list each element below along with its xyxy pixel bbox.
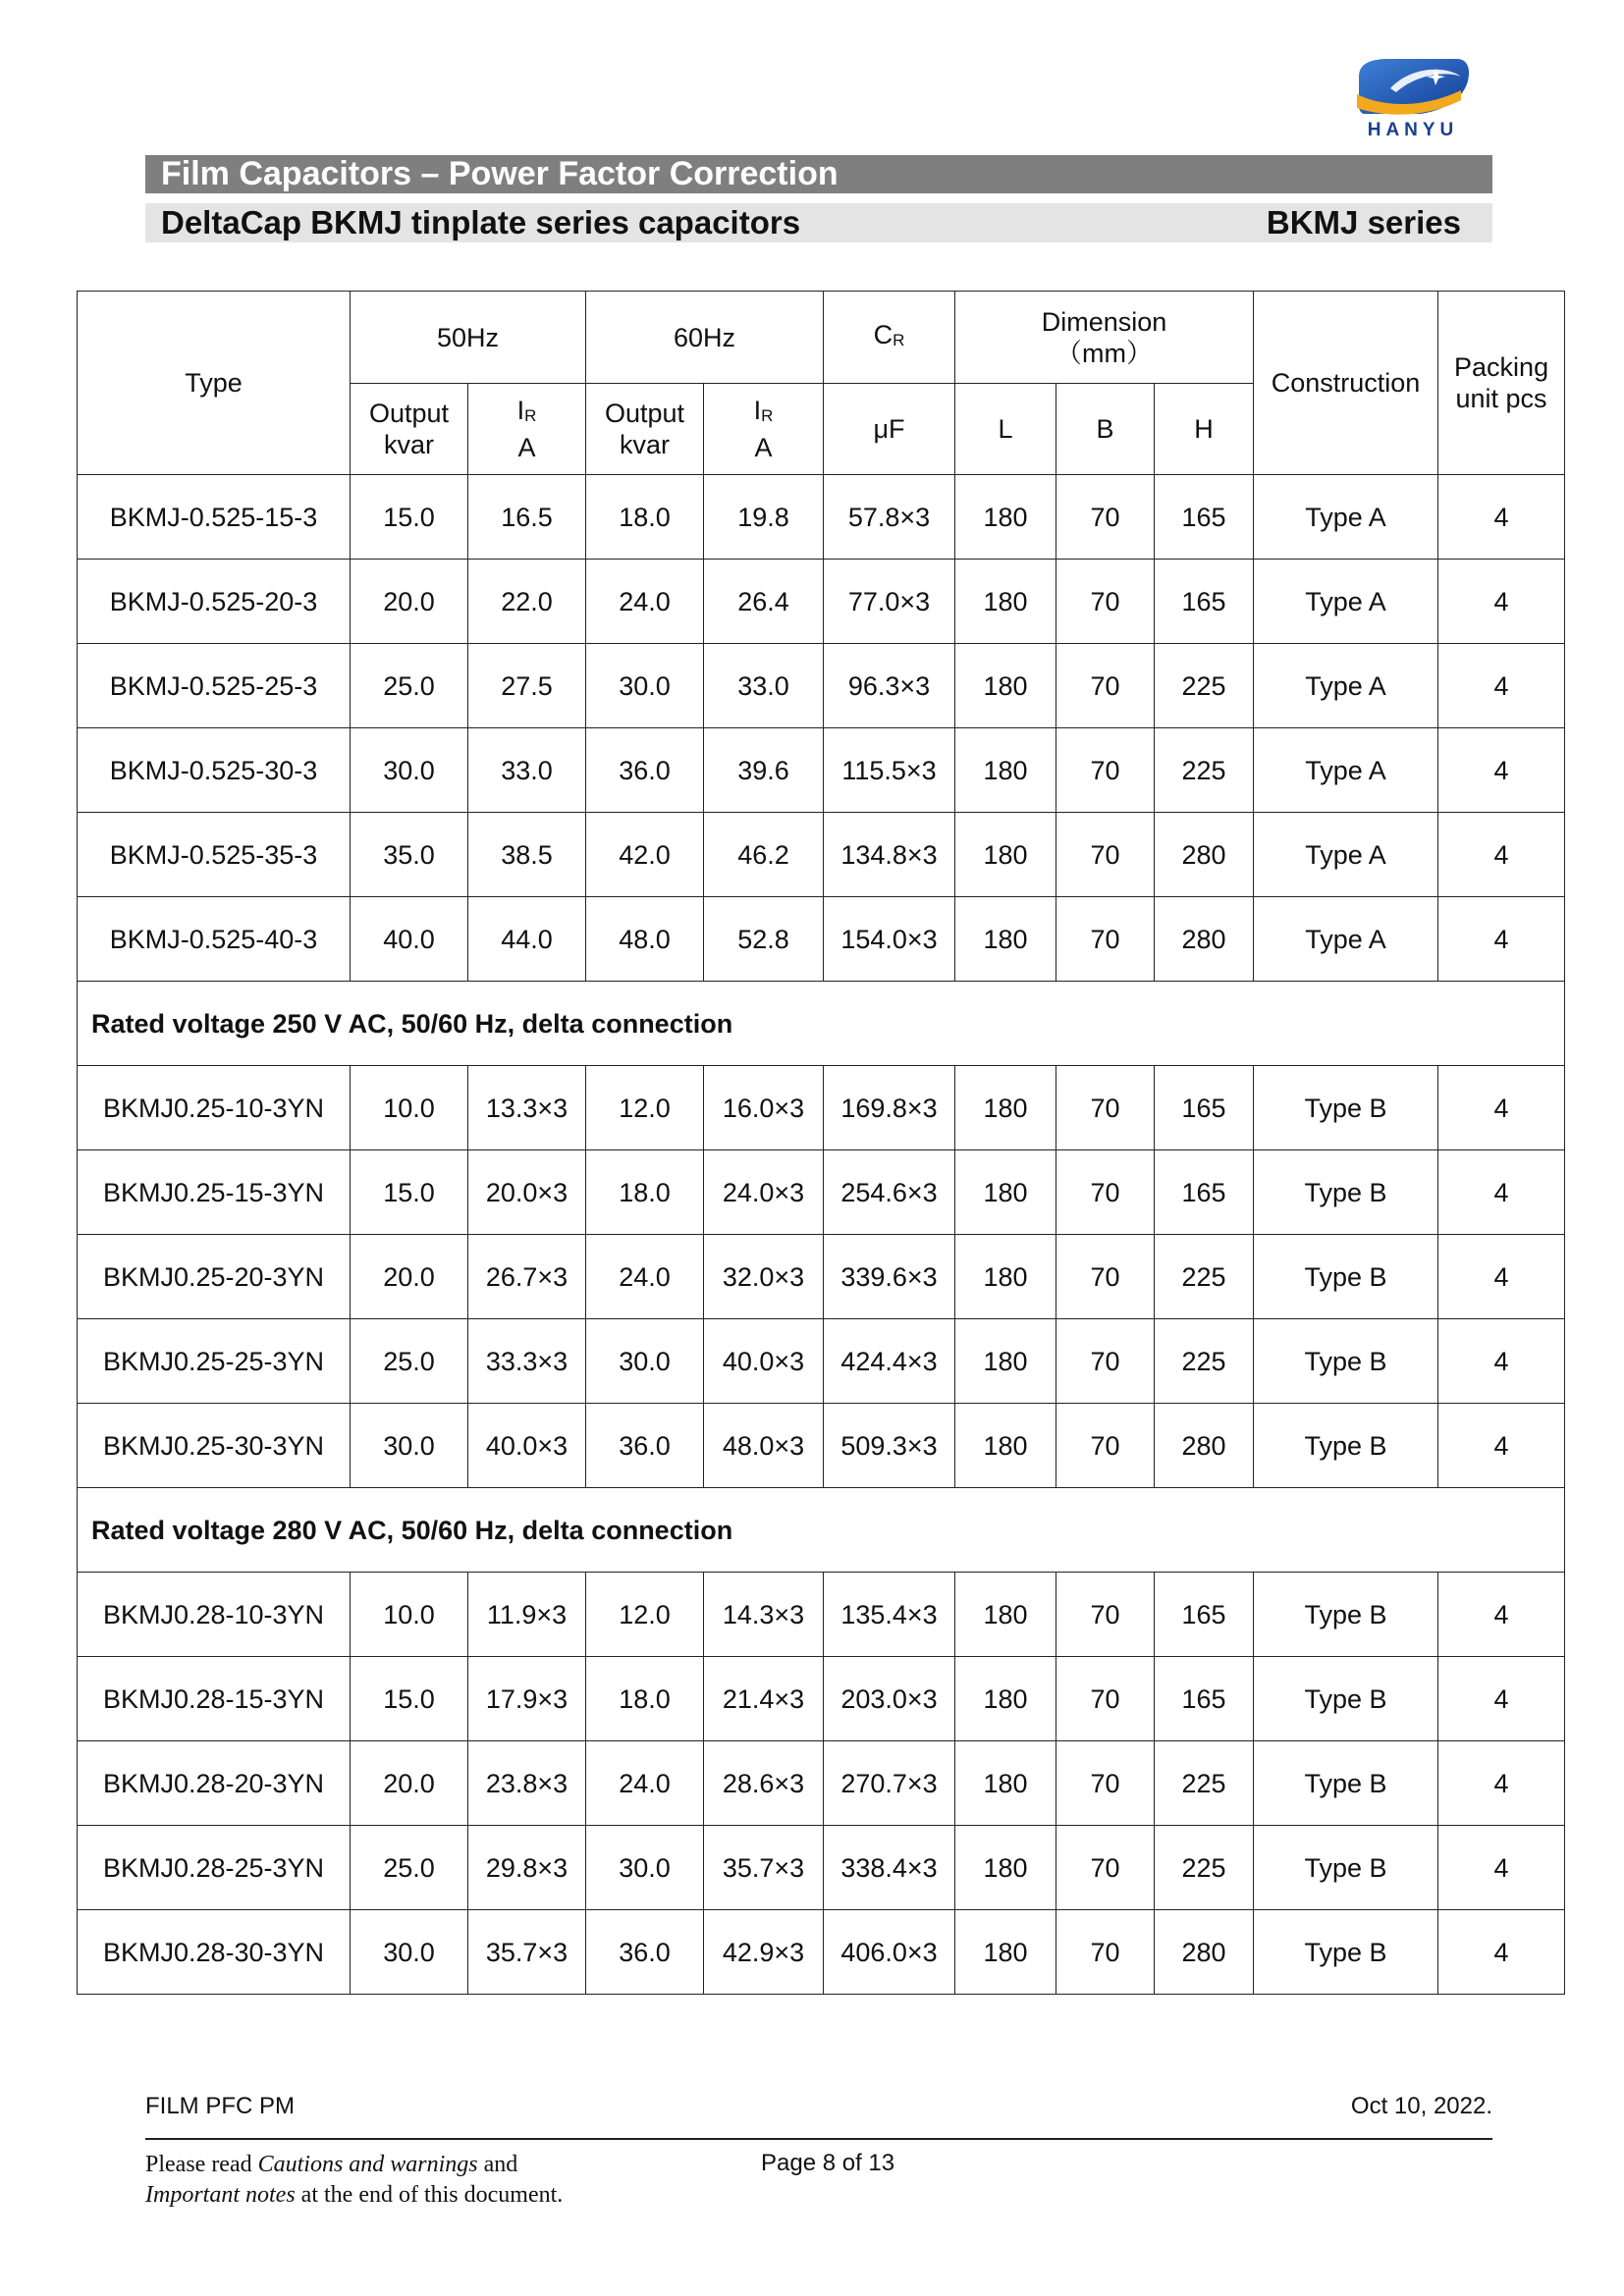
cell-output-60hz: 12.0 [586, 1573, 704, 1657]
cell-type: BKMJ0.28-25-3YN [78, 1826, 351, 1910]
note-suffix: at the end of this document. [295, 2182, 564, 2208]
cell-capacitance: 270.7×3 [824, 1741, 955, 1826]
cell-dim-h: 165 [1155, 1150, 1254, 1235]
cell-output-60hz: 36.0 [586, 1910, 704, 1995]
cell-packing: 4 [1438, 728, 1565, 813]
cell-capacitance: 169.8×3 [824, 1066, 955, 1150]
cell-dim-h: 280 [1155, 813, 1254, 897]
cell-type: BKMJ-0.525-40-3 [78, 897, 351, 982]
cell-ir-60hz: 32.0×3 [704, 1235, 824, 1319]
header-subtitle: DeltaCap BKMJ tinplate series capacitors [161, 204, 801, 240]
cell-type: BKMJ-0.525-20-3 [78, 560, 351, 644]
cell-type: BKMJ0.25-10-3YN [78, 1066, 351, 1150]
cell-type: BKMJ0.28-30-3YN [78, 1910, 351, 1995]
cell-capacitance: 203.0×3 [824, 1657, 955, 1741]
cell-dim-b: 70 [1056, 1150, 1155, 1235]
cell-output-50hz: 20.0 [351, 1741, 468, 1826]
header-dimension-unit: （mm） [1056, 338, 1153, 368]
section-280v [78, 1488, 1565, 1573]
cell-capacitance: 509.3×3 [824, 1404, 955, 1488]
header-construction: Construction [1254, 292, 1438, 475]
cell-construction: Type B [1254, 1066, 1438, 1150]
cell-ir-50hz: 23.8×3 [468, 1741, 586, 1826]
cell-dim-l: 180 [955, 1910, 1056, 1995]
table-row [78, 1573, 1565, 1657]
cell-dim-h: 165 [1155, 475, 1254, 560]
header-series: BKMJ series [1266, 204, 1461, 240]
cell-ir-60hz: 16.0×3 [704, 1066, 824, 1150]
cell-ir-60hz: 21.4×3 [704, 1657, 824, 1741]
cell-type: BKMJ-0.525-30-3 [78, 728, 351, 813]
cell-construction: Type B [1254, 1150, 1438, 1235]
cell-output-50hz: 25.0 [351, 644, 468, 728]
header-cr [824, 292, 955, 384]
cell-dim-b: 70 [1056, 728, 1155, 813]
cell-construction: Type A [1254, 813, 1438, 897]
cell-output-50hz: 20.0 [351, 1235, 468, 1319]
cell-ir-50hz: 44.0 [468, 897, 586, 982]
cell-packing: 4 [1438, 1319, 1565, 1404]
cell-dim-h: 225 [1155, 644, 1254, 728]
cell-ir-50hz: 35.7×3 [468, 1910, 586, 1995]
hanyu-logo [1351, 55, 1475, 147]
group-250v [78, 1066, 1565, 1488]
cell-packing: 4 [1438, 1066, 1565, 1150]
footer-doc-id: FILM PFC PM [145, 2093, 296, 2119]
table-row [78, 813, 1565, 897]
cell-ir-50hz: 20.0×3 [468, 1150, 586, 1235]
header-cr-sub: R [893, 330, 905, 349]
header-ir-60-main: I [753, 396, 762, 425]
cell-dim-h: 225 [1155, 1826, 1254, 1910]
cell-dim-h: 225 [1155, 1319, 1254, 1404]
section-280v-heading: Rated voltage 280 V AC, 50/60 Hz, delta connection [78, 1488, 1565, 1573]
cell-output-50hz: 40.0 [351, 897, 468, 982]
cell-dim-h: 280 [1155, 897, 1254, 982]
cell-output-60hz: 30.0 [586, 1826, 704, 1910]
cell-dim-b: 70 [1056, 1741, 1155, 1826]
page-number: Page 8 of 13 [761, 2150, 895, 2176]
cell-output-50hz: 15.0 [351, 1150, 468, 1235]
cell-packing: 4 [1438, 1150, 1565, 1235]
cell-output-60hz: 36.0 [586, 1404, 704, 1488]
cell-construction: Type B [1254, 1404, 1438, 1488]
cell-output-50hz: 30.0 [351, 728, 468, 813]
cell-output-60hz: 18.0 [586, 1657, 704, 1741]
cell-construction: Type A [1254, 728, 1438, 813]
cell-ir-50hz: 13.3×3 [468, 1066, 586, 1150]
cell-output-50hz: 20.0 [351, 560, 468, 644]
header-title-band [145, 155, 1492, 193]
cell-dim-l: 180 [955, 1573, 1056, 1657]
cell-dim-h: 165 [1155, 1657, 1254, 1741]
table-row [78, 1657, 1565, 1741]
cell-packing: 4 [1438, 1910, 1565, 1995]
cell-type: BKMJ-0.525-25-3 [78, 644, 351, 728]
table-row [78, 1235, 1565, 1319]
cell-dim-h: 165 [1155, 1066, 1254, 1150]
header-ir-60-sub: R [761, 406, 774, 425]
table-row [78, 560, 1565, 644]
cell-packing: 4 [1438, 1741, 1565, 1826]
cell-output-60hz: 30.0 [586, 1319, 704, 1404]
cell-dim-l: 180 [955, 644, 1056, 728]
cell-packing: 4 [1438, 813, 1565, 897]
cell-output-60hz: 48.0 [586, 897, 704, 982]
note-important-link: Important notes [145, 2182, 296, 2208]
cell-type: BKMJ0.25-20-3YN [78, 1235, 351, 1319]
cell-ir-60hz: 28.6×3 [704, 1741, 824, 1826]
cell-ir-60hz: 35.7×3 [704, 1826, 824, 1910]
cell-ir-60hz: 52.8 [704, 897, 824, 982]
cell-dim-l: 180 [955, 475, 1056, 560]
note-mid: and [477, 2152, 518, 2177]
header-cr-main: C [873, 319, 893, 349]
logo-wordmark: HANYU [1367, 120, 1459, 140]
cell-output-50hz: 15.0 [351, 475, 468, 560]
cell-packing: 4 [1438, 644, 1565, 728]
cell-dim-b: 70 [1056, 1319, 1155, 1404]
cell-ir-60hz: 42.9×3 [704, 1910, 824, 1995]
cell-ir-50hz: 33.3×3 [468, 1319, 586, 1404]
cell-packing: 4 [1438, 1235, 1565, 1319]
cell-dim-l: 180 [955, 1657, 1056, 1741]
cell-output-50hz: 35.0 [351, 813, 468, 897]
cell-dim-l: 180 [955, 813, 1056, 897]
cell-construction: Type A [1254, 897, 1438, 982]
cell-dim-h: 165 [1155, 560, 1254, 644]
cell-construction: Type A [1254, 644, 1438, 728]
cell-output-60hz: 42.0 [586, 813, 704, 897]
header-ir-50 [468, 384, 586, 475]
cell-output-50hz: 15.0 [351, 1657, 468, 1741]
cell-dim-b: 70 [1056, 1404, 1155, 1488]
cell-packing: 4 [1438, 1826, 1565, 1910]
cell-output-60hz: 12.0 [586, 1066, 704, 1150]
cell-dim-l: 180 [955, 1319, 1056, 1404]
note-cautions-link: Cautions and warnings [257, 2152, 478, 2177]
table-row [78, 1826, 1565, 1910]
cell-output-60hz: 18.0 [586, 1150, 704, 1235]
table-row [78, 1910, 1565, 1995]
cell-dim-b: 70 [1056, 1910, 1155, 1995]
table-row [78, 897, 1565, 982]
cell-dim-b: 70 [1056, 560, 1155, 644]
cell-dim-l: 180 [955, 1404, 1056, 1488]
header-b: B [1056, 384, 1155, 475]
table-row [78, 475, 1565, 560]
cell-dim-b: 70 [1056, 644, 1155, 728]
cell-ir-60hz: 40.0×3 [704, 1319, 824, 1404]
footer-date: Oct 10, 2022. [1350, 2093, 1492, 2119]
cell-dim-l: 180 [955, 1741, 1056, 1826]
cell-type: BKMJ0.28-15-3YN [78, 1657, 351, 1741]
cell-ir-60hz: 39.6 [704, 728, 824, 813]
cell-output-60hz: 36.0 [586, 728, 704, 813]
footer-divider [145, 2138, 1492, 2140]
cell-construction: Type B [1254, 1573, 1438, 1657]
cell-dim-l: 180 [955, 560, 1056, 644]
header-subtitle-band [145, 203, 1492, 242]
cell-construction: Type B [1254, 1235, 1438, 1319]
cell-construction: Type A [1254, 560, 1438, 644]
cell-ir-60hz: 26.4 [704, 560, 824, 644]
group-280v [78, 1573, 1565, 1995]
table-row [78, 1150, 1565, 1235]
header-uf: μF [824, 384, 955, 475]
cell-capacitance: 77.0×3 [824, 560, 955, 644]
cell-dim-h: 165 [1155, 1573, 1254, 1657]
cell-dim-h: 225 [1155, 728, 1254, 813]
cell-ir-60hz: 46.2 [704, 813, 824, 897]
cell-output-60hz: 30.0 [586, 644, 704, 728]
cell-ir-50hz: 40.0×3 [468, 1404, 586, 1488]
cell-output-50hz: 30.0 [351, 1404, 468, 1488]
cell-output-60hz: 24.0 [586, 1235, 704, 1319]
table-row [78, 1066, 1565, 1150]
cell-capacitance: 406.0×3 [824, 1910, 955, 1995]
cell-ir-60hz: 14.3×3 [704, 1573, 824, 1657]
header-packing: Packing unit pcs [1438, 292, 1565, 475]
table-row [78, 1319, 1565, 1404]
cell-dim-b: 70 [1056, 1657, 1155, 1741]
cell-ir-60hz: 33.0 [704, 644, 824, 728]
header-l: L [955, 384, 1056, 475]
header-ir-50-main: I [516, 396, 525, 425]
header-dimension-label: Dimension [1041, 306, 1167, 337]
cell-dim-l: 180 [955, 1826, 1056, 1910]
cell-type: BKMJ0.25-30-3YN [78, 1404, 351, 1488]
cell-capacitance: 134.8×3 [824, 813, 955, 897]
header-output-50: Output kvar [351, 384, 468, 475]
cell-dim-l: 180 [955, 1150, 1056, 1235]
cell-dim-b: 70 [1056, 1573, 1155, 1657]
header-dimension [955, 292, 1254, 384]
cell-dim-l: 180 [955, 728, 1056, 813]
cell-packing: 4 [1438, 475, 1565, 560]
cell-construction: Type B [1254, 1826, 1438, 1910]
cell-type: BKMJ0.25-25-3YN [78, 1319, 351, 1404]
cell-type: BKMJ0.28-10-3YN [78, 1573, 351, 1657]
cell-ir-50hz: 16.5 [468, 475, 586, 560]
table-row [78, 1741, 1565, 1826]
header-ir-50-sub: R [524, 406, 537, 425]
cell-output-50hz: 10.0 [351, 1573, 468, 1657]
header-ir-50-unit: A [517, 433, 536, 462]
cell-dim-l: 180 [955, 897, 1056, 982]
cell-ir-60hz: 24.0×3 [704, 1150, 824, 1235]
cell-packing: 4 [1438, 1404, 1565, 1488]
cell-ir-50hz: 38.5 [468, 813, 586, 897]
header-h: H [1155, 384, 1254, 475]
cell-ir-50hz: 11.9×3 [468, 1573, 586, 1657]
cell-capacitance: 424.4×3 [824, 1319, 955, 1404]
cell-type: BKMJ-0.525-35-3 [78, 813, 351, 897]
cell-dim-h: 280 [1155, 1910, 1254, 1995]
header-type: Type [78, 292, 351, 475]
cell-dim-b: 70 [1056, 1066, 1155, 1150]
cell-output-50hz: 10.0 [351, 1066, 468, 1150]
cell-ir-50hz: 27.5 [468, 644, 586, 728]
cell-packing: 4 [1438, 560, 1565, 644]
cell-construction: Type B [1254, 1741, 1438, 1826]
cell-packing: 4 [1438, 897, 1565, 982]
cell-construction: Type B [1254, 1657, 1438, 1741]
cell-ir-50hz: 22.0 [468, 560, 586, 644]
group-525v [78, 475, 1565, 982]
header-ir-60 [704, 384, 824, 475]
cell-capacitance: 96.3×3 [824, 644, 955, 728]
table-row [78, 1404, 1565, 1488]
cell-capacitance: 57.8×3 [824, 475, 955, 560]
cell-construction: Type B [1254, 1319, 1438, 1404]
cell-dim-h: 225 [1155, 1741, 1254, 1826]
cell-ir-50hz: 33.0 [468, 728, 586, 813]
cell-capacitance: 338.4×3 [824, 1826, 955, 1910]
cell-capacitance: 135.4×3 [824, 1573, 955, 1657]
cell-output-50hz: 25.0 [351, 1826, 468, 1910]
section-250v [78, 982, 1565, 1066]
section-250v-heading: Rated voltage 250 V AC, 50/60 Hz, delta connection [78, 982, 1565, 1066]
cell-ir-50hz: 17.9×3 [468, 1657, 586, 1741]
cell-capacitance: 339.6×3 [824, 1235, 955, 1319]
cell-dim-b: 70 [1056, 897, 1155, 982]
cell-dim-h: 225 [1155, 1235, 1254, 1319]
cell-packing: 4 [1438, 1657, 1565, 1741]
cell-dim-l: 180 [955, 1066, 1056, 1150]
cell-capacitance: 254.6×3 [824, 1150, 955, 1235]
header-60hz: 60Hz [586, 292, 824, 384]
hanyu-logo-icon [1351, 55, 1475, 120]
header-title: Film Capacitors – Power Factor Correction [161, 155, 839, 192]
cell-output-50hz: 30.0 [351, 1910, 468, 1995]
cell-type: BKMJ0.28-20-3YN [78, 1741, 351, 1826]
header-ir-60-unit: A [754, 433, 773, 462]
cell-type: BKMJ-0.525-15-3 [78, 475, 351, 560]
table-head [78, 292, 1565, 475]
spec-table [77, 291, 1565, 1995]
cell-capacitance: 154.0×3 [824, 897, 955, 982]
cell-output-60hz: 24.0 [586, 1741, 704, 1826]
cell-dim-b: 70 [1056, 813, 1155, 897]
note-prefix: Please read [145, 2152, 258, 2177]
cell-dim-l: 180 [955, 1235, 1056, 1319]
header-50hz: 50Hz [351, 292, 586, 384]
cell-packing: 4 [1438, 1573, 1565, 1657]
cell-construction: Type B [1254, 1910, 1438, 1995]
cell-dim-b: 70 [1056, 475, 1155, 560]
cell-ir-60hz: 19.8 [704, 475, 824, 560]
cell-ir-60hz: 48.0×3 [704, 1404, 824, 1488]
cell-capacitance: 115.5×3 [824, 728, 955, 813]
cell-ir-50hz: 26.7×3 [468, 1235, 586, 1319]
cell-output-60hz: 24.0 [586, 560, 704, 644]
table-row [78, 644, 1565, 728]
cell-construction: Type A [1254, 475, 1438, 560]
cell-output-50hz: 25.0 [351, 1319, 468, 1404]
header-output-60: Output kvar [586, 384, 704, 475]
cell-dim-b: 70 [1056, 1826, 1155, 1910]
cell-type: BKMJ0.25-15-3YN [78, 1150, 351, 1235]
table-row [78, 728, 1565, 813]
cell-ir-50hz: 29.8×3 [468, 1826, 586, 1910]
cell-dim-h: 280 [1155, 1404, 1254, 1488]
cell-output-60hz: 18.0 [586, 475, 704, 560]
cell-dim-b: 70 [1056, 1235, 1155, 1319]
footer-notes [145, 2150, 695, 2211]
